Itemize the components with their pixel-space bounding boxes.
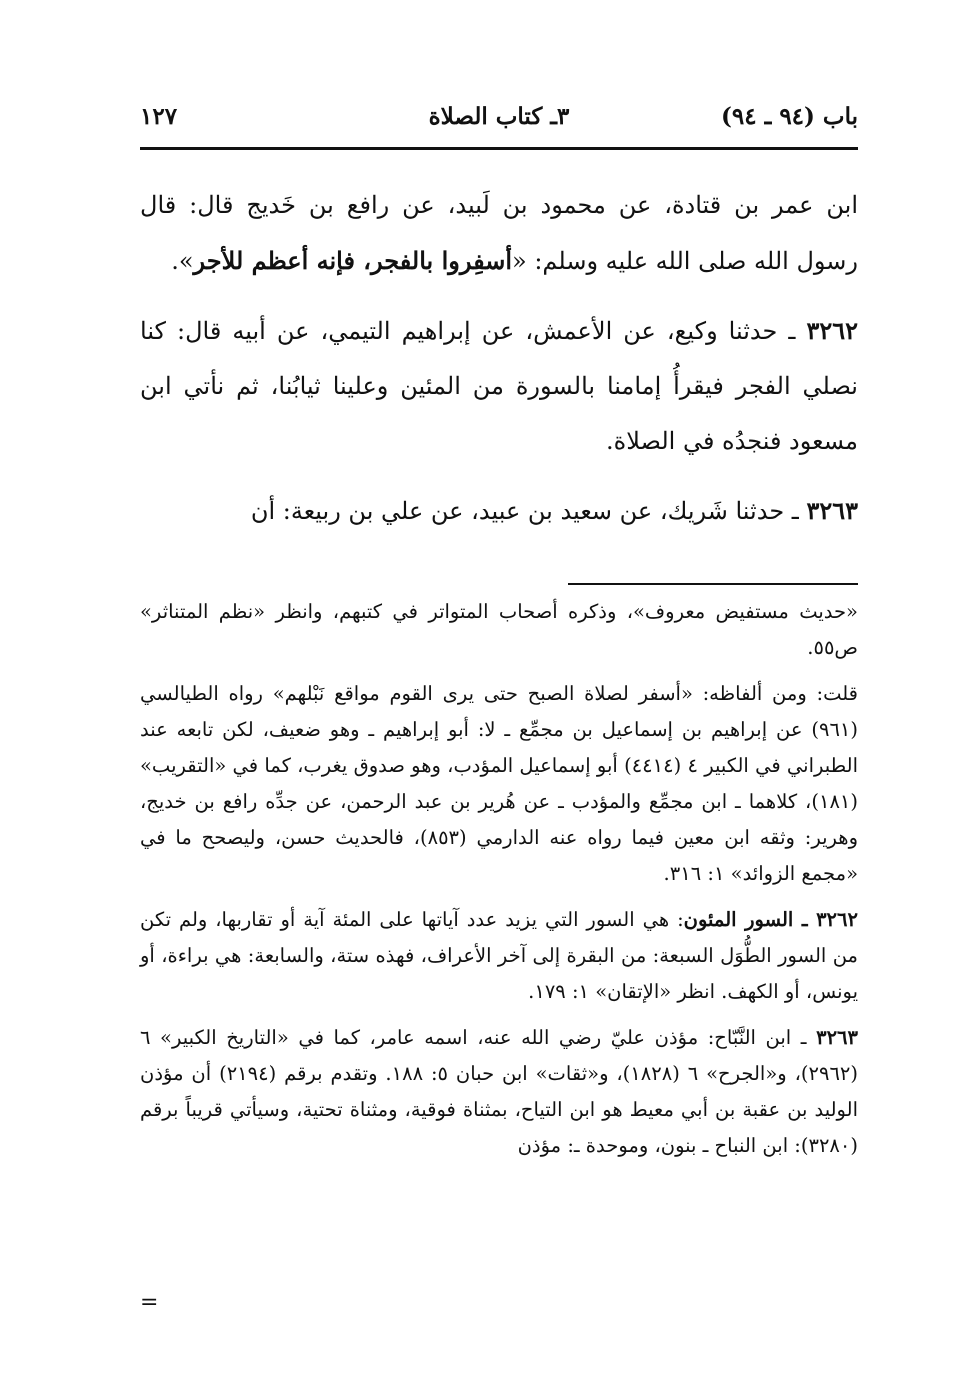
continuation-mark: = <box>140 1290 159 1315</box>
hadith-number: ٣٢٦٢ <box>806 316 858 345</box>
footnote-number: ٣٢٦٣ <box>816 1026 858 1049</box>
hadith-quote: أسفِروا بالفجر، فإنه أعظم للأجر <box>193 246 513 275</box>
footnote-paragraph: ٣٢٦٢ ـ السور المئون: هي السور التي يزيد عدد آياتها على المئة آية أو تقاربها، ولم تكن من السور الطُّوَل السبعة: من البقرة إلى آخر الأعراف، فهذه ستة، والسابعة: هي براءة، أو يونس، أو الكهف. انظر «الإتقان» ١: ١٧٩. <box>140 908 858 1003</box>
footnote-number: ٣٢٦٢ <box>816 908 858 931</box>
main-text <box>140 178 858 553</box>
hadith-paragraph: ٣٢٦٢ ـ حدثنا وكيع، عن الأعمش، عن إبراهيم التيمي، عن أبيه قال: كنا نصلي الفجر فيقرأُ إمامنا بالسورة من المئين وعلينا ثيابُنا، ثم نأتي ابن مسعود فنجدُه في الصلاة. <box>140 316 858 455</box>
hadith-paragraph: ابن عمر بن قتادة، عن محمود بن لَبيد، عن رافع بن خَديج قال: قال رسول الله صلى الله عليه وسلم: «أسفِروا بالفجر، فإنه أعظم للأجر». <box>140 191 858 275</box>
page-header <box>140 95 858 150</box>
chapter-heading: باب (٩٤ ـ ٩٤) <box>720 103 858 130</box>
footnotes <box>140 594 858 1174</box>
hadith-number: ٣٢٦٣ <box>806 496 858 525</box>
footnote-divider <box>568 583 858 585</box>
page-number: ١٢٧ <box>140 103 178 130</box>
footnote-paragraph: ٣٢٦٣ ـ ابن النَّبّاح: مؤذن عليّ رضي الله عنه، اسمه عامر، كما في «التاريخ الكبير» ٦ (٢٩٦٢)، و«الجرح» ٦ (١٨٢٨)، و«ثقات» ابن حبان ٥: ١٨٨. وتقدم برقم (٢١٩٤) أن مؤذن الوليد بن عقبة بن أبي معيط هو ابن التياح، بمثناة فوقية، ومثناة تحتية، وسيأتي قريباً برقم (٣٢٨٠): ابن النباح ـ بنون، وموحدة ـ: مؤذن <box>140 1026 859 1157</box>
footnote-paragraph: «حديث مستفيض معروف»، وذكره أصحاب المتواتر في كتبهم، وانظر «نظم المتناثر» ص٥٥. <box>140 600 858 659</box>
book-section-title: ٣ـ كتاب الصلاة <box>428 103 570 130</box>
hadith-paragraph: ٣٢٦٣ ـ حدثنا شَريك، عن سعيد بن عبيد، عن علي بن ربيعة: أن <box>250 496 858 525</box>
footnote-heading: ـ السور المئون <box>683 908 817 931</box>
footnote-paragraph: قلت: ومن ألفاظه: «أسفر لصلاة الصبح حتى يرى القوم مواقع نَبْلهم» رواه الطيالسي (٩٦١) عن إبراهيم بن إسماعيل بن مجمِّع ـ لا: أبو إبراهيم ـ وهو ضعيف، لكن تابعه عند الطبراني في الكبير ٤ (٤٤١٤) أبو إسماعيل المؤدب، وهو صدوق يغرب، كما في «التقريب» (١٨١)، كلاهما ـ ابن مجمِّع والمؤدب ـ عن هُرير بن عبد الرحمن، عن جدِّه رافع بن خديج، وهرير: وثقه ابن معين فيما رواه عنه الدارمي (٨٥٣)، فالحديث حسن، وليصحح ما في «مجمع الزوائد» ١: ٣١٦. <box>140 682 858 885</box>
